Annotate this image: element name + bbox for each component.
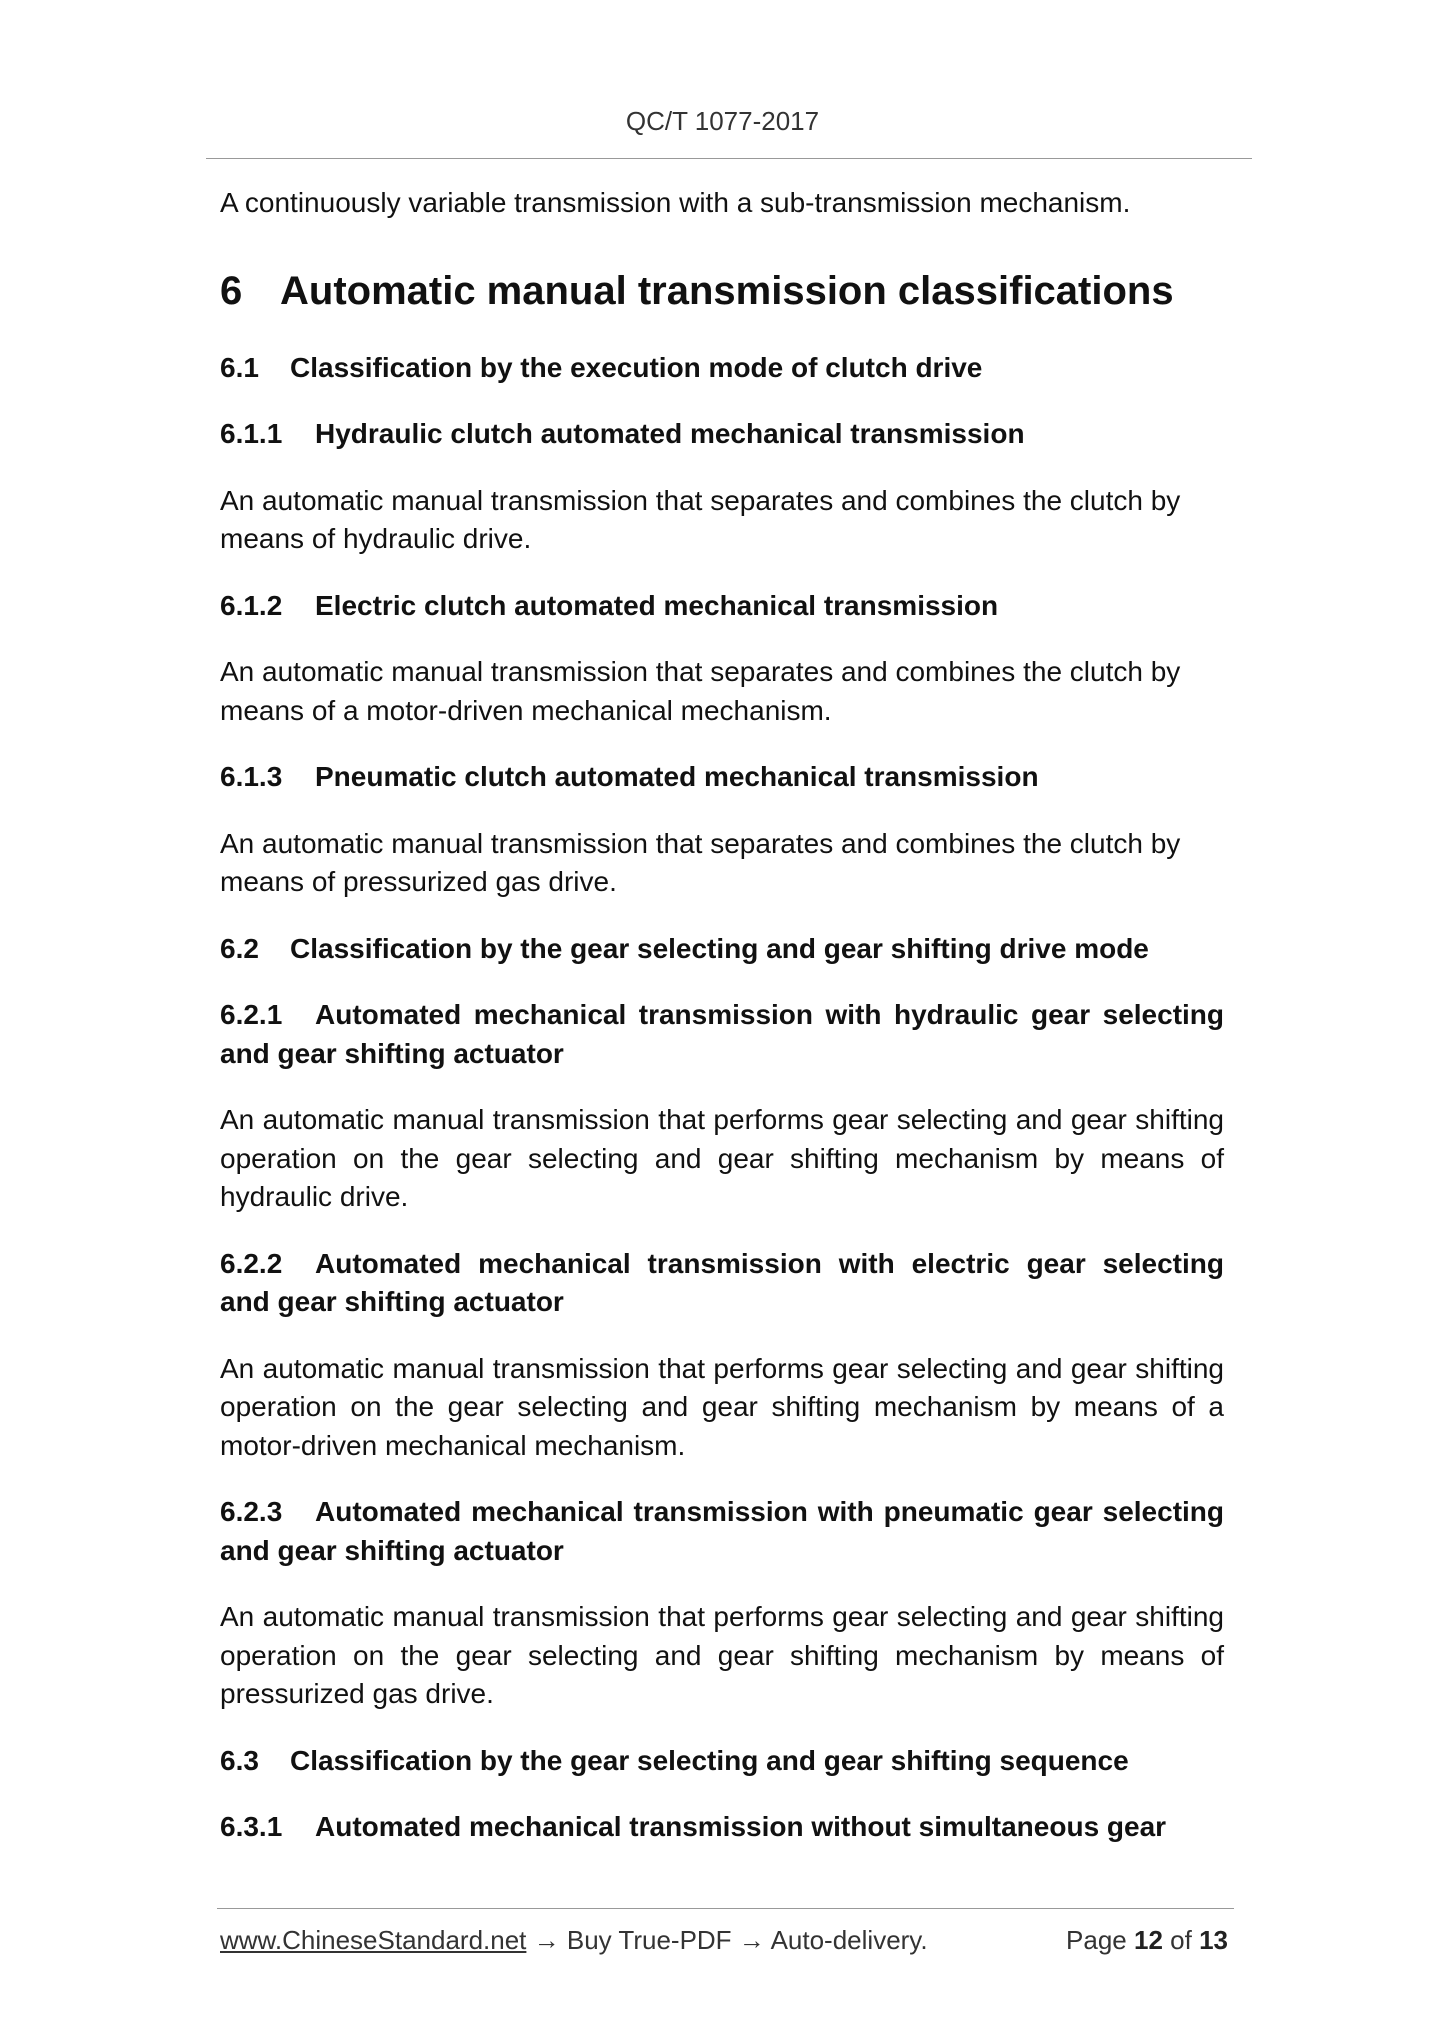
section-6-1-3-heading [220,758,1224,797]
total-pages-number: 13 [1199,1925,1228,1955]
section-number: 6.2.2 [220,1247,283,1279]
section-6-2-3-heading [220,1493,1224,1570]
section-title: Classification by the gear selecting and gear shifting sequence [290,1744,1129,1776]
header-divider [206,158,1252,159]
section-6-heading [220,267,1224,315]
section-number: 6.1.2 [220,589,283,621]
section-number: 6.2.1 [220,999,283,1030]
section-title: Automated mechanical transmission with electric gear selecting and gear shifting actuator [220,1247,1224,1317]
section-6-1-2-heading [220,587,1224,626]
section-6-2-1-text: An automatic manual transmission that performs gear selecting and gear shifting operation on the gear selecting and gear shifting mechanism by means of hydraulic drive. [220,1104,1224,1212]
page-label: Page [1066,1925,1127,1955]
page-content [220,184,1224,1847]
intro-paragraph: A continuously variable transmission with a sub-transmission mechanism. [220,187,1131,218]
section-title: Automated mechanical transmission without simultaneous gear [315,1811,1167,1842]
section-6-2-heading [220,930,1224,969]
footer-tagline: → Buy True-PDF → Auto-delivery. [526,1925,928,1955]
section-6-1-heading [220,349,1224,388]
section-number: 6.1.3 [220,761,283,792]
section-6-1-1-text: An automatic manual transmission that separates and combines the clutch by means of hydraulic drive. [220,484,1181,554]
of-label: of [1170,1925,1192,1955]
page-footer [220,1925,1228,1956]
section-6-3-heading [220,1742,1224,1781]
section-6-2-2-text: An automatic manual transmission that performs gear selecting and gear shifting operation on the gear selecting and gear shifting mechanism by means of a motor-driven mechanical mechanism. [220,1352,1224,1461]
section-6-2-1-heading [220,996,1224,1073]
section-number: 6 [220,268,243,313]
section-title: Automated mechanical transmission with hydraulic gear selecting and gear shifting actuator [220,999,1224,1069]
section-title: Classification by the gear selecting and gear shifting drive mode [290,932,1149,964]
section-6-2-2-heading [220,1245,1224,1322]
section-number: 6.2 [220,932,259,964]
section-number: 6.1.1 [220,418,283,449]
document-code-header: QC/T 1077-2017 [625,106,820,136]
section-number: 6.3 [220,1744,259,1776]
section-number: 6.2.3 [220,1496,283,1527]
section-6-3-1-heading [220,1808,1224,1847]
current-page-number: 12 [1134,1925,1163,1955]
footer-divider [217,1908,1234,1909]
section-6-1-3-text: An automatic manual transmission that separates and combines the clutch by means of pressurized gas drive. [220,827,1181,897]
footer-promo [220,1925,928,1956]
section-title: Automatic manual transmission classifications [280,268,1174,313]
section-number: 6.3.1 [220,1811,283,1842]
page-indicator [1066,1925,1228,1956]
section-title: Hydraulic clutch automated mechanical transmission [315,418,1025,449]
section-title: Classification by the execution mode of clutch drive [290,351,983,383]
section-6-2-3-text: An automatic manual transmission that performs gear selecting and gear shifting operation on the gear selecting and gear shifting mechanism by means of pressurized gas drive. [220,1601,1224,1709]
section-number: 6.1 [220,351,259,383]
section-6-1-1-heading [220,415,1224,454]
section-title: Automated mechanical transmission with pneumatic gear selecting and gear shifting actuator [220,1496,1224,1566]
section-title: Electric clutch automated mechanical transmission [315,589,999,621]
section-title: Pneumatic clutch automated mechanical transmission [315,761,1039,792]
section-6-1-2-text: An automatic manual transmission that separates and combines the clutch by means of a motor-driven mechanical mechanism. [220,656,1181,726]
website-link[interactable]: www.ChineseStandard.net [220,1925,527,1955]
